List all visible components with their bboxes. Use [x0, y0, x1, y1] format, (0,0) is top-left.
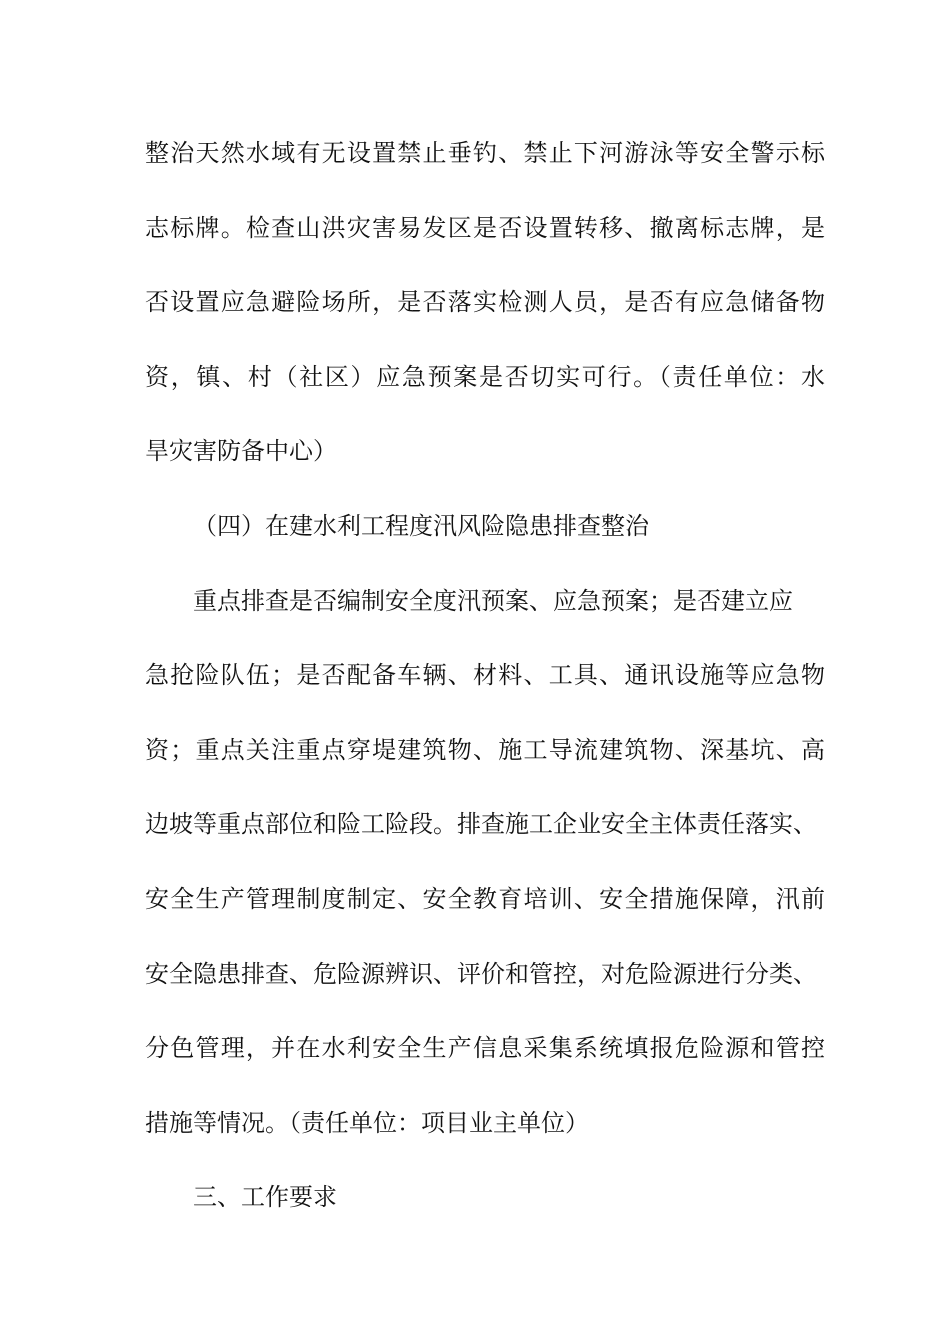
- text-line: 措施等情况。（责任单位：项目业主单位）: [145, 1108, 589, 1137]
- text-line: 志标牌。检查山洪灾害易发区是否设置转移、撤离标志牌，是: [145, 213, 825, 242]
- text-line: 整治天然水域有无设置禁止垂钓、禁止下河游泳等安全警示标: [145, 139, 825, 167]
- section-heading-work-requirements: 三、工作要求: [193, 1183, 337, 1212]
- text-line: 资；重点关注重点穿堤建筑物、施工导流建筑物、深基坑、高: [145, 735, 825, 764]
- text-line: 否设置应急避险场所，是否落实检测人员，是否有应急储备物: [145, 288, 825, 317]
- text-line: 重点排查是否编制安全度汛预案、应急预案；是否建立应: [193, 586, 793, 615]
- text-line: 旱灾害防备中心）: [145, 437, 337, 466]
- document-body: [145, 116, 825, 1235]
- paragraph-natural-waters-check: [145, 116, 825, 489]
- section-heading-4: （四）在建水利工程度汛风险隐患排查整治: [193, 511, 649, 540]
- text-line: 资，镇、村（社区）应急预案是否切实可行。（责任单位：水: [145, 362, 825, 391]
- text-line: 急抢险队伍；是否配备车辆、材料、工具、通讯设施等应急物: [145, 661, 825, 690]
- text-line: 边坡等重点部位和险工险段。排查施工企业安全主体责任落实、: [145, 810, 817, 839]
- text-line: 安全隐患排查、危险源辨识、评价和管控，对危险源进行分类、: [145, 959, 817, 988]
- paragraph-construction-projects-check: [145, 564, 825, 1161]
- text-line: 分色管理，并在水利安全生产信息采集系统填报危险源和管控: [145, 1034, 825, 1063]
- text-line: 安全生产管理制度制定、安全教育培训、安全措施保障，汛前: [145, 884, 825, 913]
